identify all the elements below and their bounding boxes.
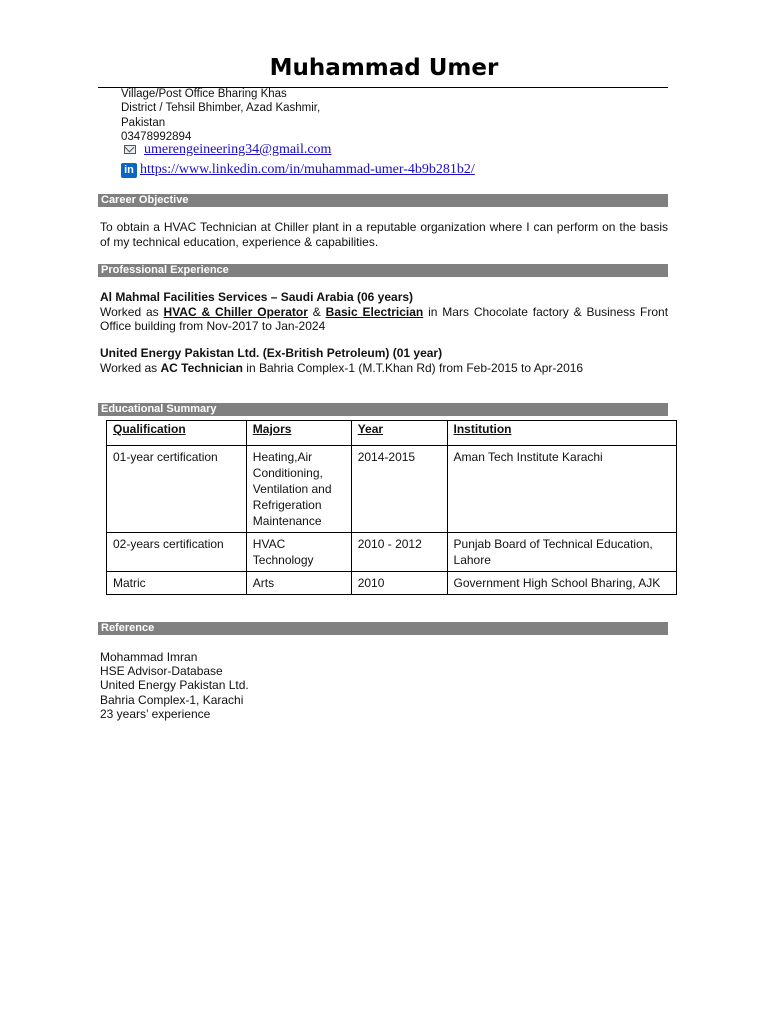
table-cell: HVAC Technology (246, 533, 351, 572)
section-heading-career-objective: Career Objective (98, 194, 668, 207)
table-cell: 02-years certification (107, 533, 247, 572)
envelope-icon (124, 145, 136, 154)
table-cell: Government High School Bharing, AJK (447, 572, 676, 595)
section-heading-education: Educational Summary (98, 403, 668, 416)
job-description: Worked as HVAC & Chiller Operator & Basic Electrician in Mars Chocolate factory & Business Front Office building from Nov-2017 to Jan-2024 (100, 304, 669, 333)
reference-location: Bahria Complex-1, Karachi (100, 692, 244, 707)
section-heading-experience: Professional Experience (98, 264, 668, 277)
candidate-name: Muhammad Umer (269, 55, 499, 81)
job-description: Worked as AC Technician in Bahria Complex-1 (M.T.Khan Rd) from Feb-2015 to Apr-2016 (100, 360, 584, 375)
career-objective-text: To obtain a HVAC Technician at Chiller plant in a reputable organization where I can perform on the basis of my technical education, experience & capabilities. (100, 220, 668, 249)
table-row (107, 446, 677, 533)
table-cell: 2010 - 2012 (351, 533, 447, 572)
job-entry (100, 290, 668, 334)
linkedin-link[interactable]: https://www.linkedin.com/in/muhammad-umer-4b9b281b2/ (140, 162, 475, 177)
job-title: Al Mahmal Facilities Services – Saudi Arabia (06 years) (100, 290, 414, 304)
table-cell: Matric (107, 572, 247, 595)
table-cell: Punjab Board of Technical Education, Lahore (447, 533, 676, 572)
table-row (107, 533, 677, 572)
phone-number: 03478992894 (121, 130, 192, 143)
linkedin-icon[interactable]: in (121, 163, 137, 178)
job-role: AC Technician (160, 360, 243, 375)
job-role: HVAC & Chiller Operator (163, 304, 308, 319)
table-cell: Aman Tech Institute Karachi (447, 446, 676, 533)
reference-name: Mohammad Imran (100, 650, 198, 664)
address-line: Pakistan (121, 116, 166, 129)
table-cell: 01-year certification (107, 446, 247, 533)
column-header: Majors (246, 421, 351, 446)
job-title: United Energy Pakistan Ltd. (Ex-British Petroleum) (01 year) (100, 346, 443, 360)
section-heading-reference: Reference (98, 622, 668, 635)
column-header: Qualification (107, 421, 247, 446)
reference-company: United Energy Pakistan Ltd. (100, 678, 249, 693)
linkedin-line (121, 162, 475, 178)
job-role: Basic Electrician (325, 304, 424, 319)
education-table (106, 420, 677, 595)
column-header: Year (351, 421, 447, 446)
table-cell: Arts (246, 572, 351, 595)
column-header: Institution (447, 421, 676, 446)
address-block (121, 87, 320, 144)
table-cell: Heating,Air Conditioning, Ventilation and Refrigeration Maintenance (246, 446, 351, 533)
email-line (121, 142, 331, 158)
table-cell: 2010 (351, 572, 447, 595)
email-link[interactable]: umerengeineering34@gmail.com (144, 142, 332, 157)
table-header-row (107, 421, 677, 446)
address-line: Village/Post Office Bharing Khas (121, 88, 287, 100)
address-line: District / Tehsil Bhimber, Azad Kashmir, (121, 102, 321, 115)
table-row (107, 572, 677, 595)
table-cell: 2014-2015 (351, 446, 447, 533)
reference-experience: 23 years’ experience (100, 706, 211, 721)
job-entry (100, 346, 668, 375)
reference-title: HSE Advisor-Database (100, 664, 223, 679)
reference-block (100, 650, 249, 721)
